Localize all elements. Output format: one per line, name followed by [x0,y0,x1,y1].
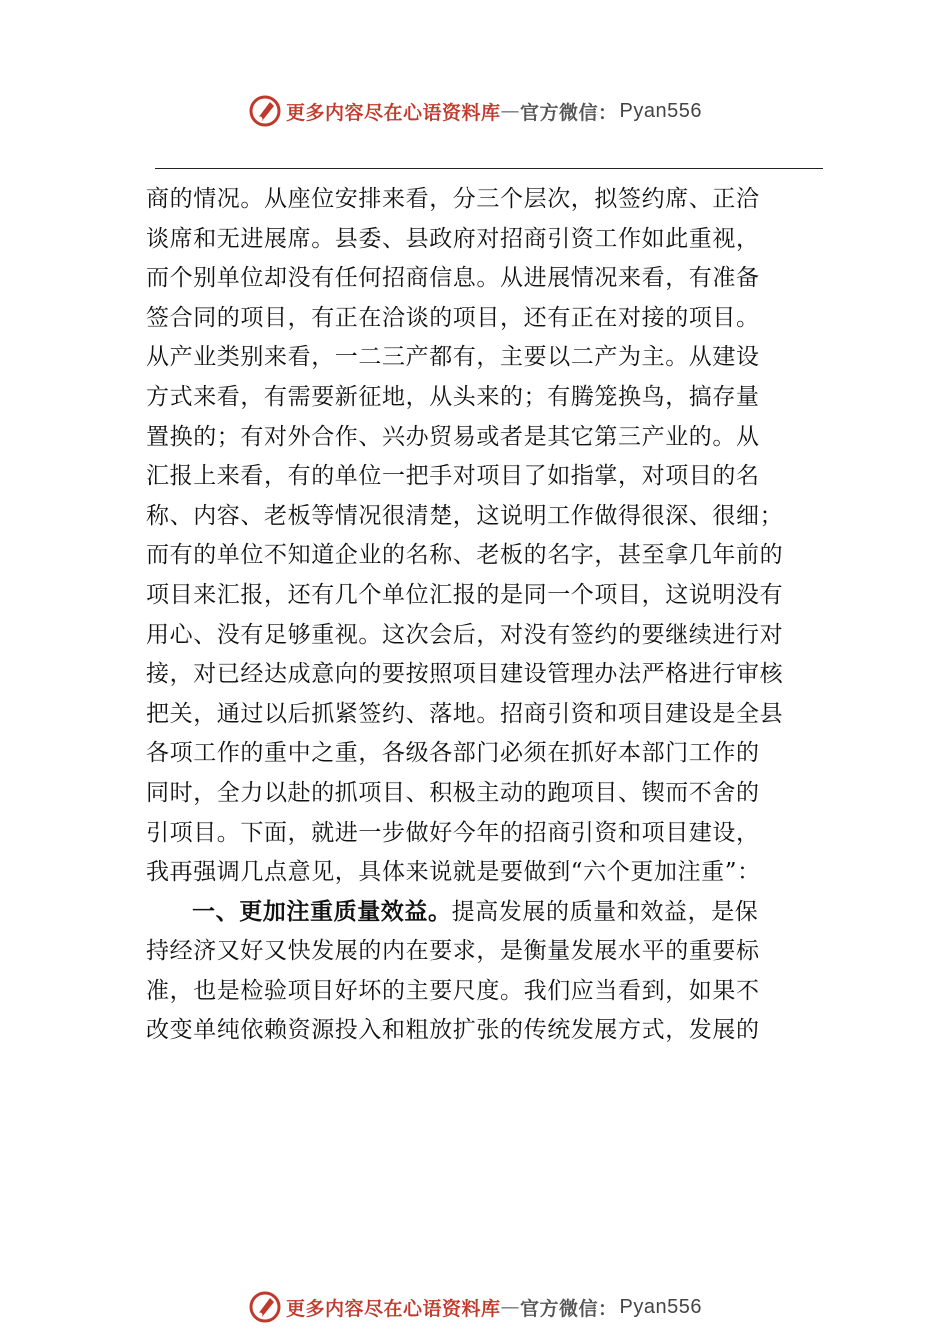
pen-nib-logo-icon [248,94,282,128]
brand-text: 更多内容尽在心语资料库 [286,1297,501,1320]
header-divider [155,168,823,169]
body-line: 各项工作的重中之重，各级各部门必须在抓好本部门工作的 [146,740,760,767]
body-line: 签合同的项目，有正在洽谈的项目，还有正在对接的项目。 [146,304,760,331]
section-first-line-text: 提高发展的质量和效益，是保 [451,898,759,925]
official-wechat-label: 官方微信： [520,1297,618,1320]
section-first-line [146,893,826,933]
wechat-id: Pyan556 [619,1295,702,1318]
wechat-id: Pyan556 [619,99,702,122]
body-line: 持经济又好又快发展的内在要求，是衡量发展水平的重要标 [146,938,760,965]
body-line: 置换的；有对外合作、兴办贸易或者是其它第三产业的。从 [146,423,760,450]
body-line: 准，也是检验项目好坏的主要尺度。我们应当看到，如果不 [146,977,760,1004]
body-line: 而个别单位却没有任何招商信息。从进展情况来看，有准备 [146,265,760,292]
body-line: 谈席和无进展席。县委、县政府对招商引资工作如此重视， [146,225,760,252]
body-line: 把关，通过以后抓紧签约、落地。招商引资和项目建设是全县 [146,700,784,727]
brand-text: 更多内容尽在心语资料库 [286,101,501,124]
document-body [146,180,826,1051]
header-dash: — [500,100,521,122]
body-line: 改变单纯依赖资源投入和粗放扩张的传统发展方式，发展的 [146,1017,760,1044]
body-line: 引项目。下面，就进一步做好今年的招商引资和项目建设， [146,819,760,846]
body-line: 汇报上来看，有的单位一把手对项目了如指掌，对项目的名 [146,463,760,490]
body-line: 我再强调几点意见，具体来说就是要做到“六个更加注重”： [146,859,761,886]
body-line: 用心、没有足够重视。这次会后，对没有签约的要继续进行对 [146,621,784,648]
section-heading: 一、更加注重质量效益。 [192,898,452,925]
body-line: 称、内容、老板等情况很清楚，这说明工作做得很深、很细； [146,502,784,529]
body-line: 项目来汇报，还有几个单位汇报的是同一个项目，这说明没有 [146,581,784,608]
body-line: 商的情况。从座位安排来看，分三个层次，拟签约席、正洽 [146,186,760,212]
page-header [0,94,950,128]
body-line: 从产业类别来看，一二三产都有，主要以二产为主。从建设 [146,344,760,371]
body-line: 接，对已经达成意向的要按照项目建设管理办法严格进行审核 [146,661,784,688]
body-line: 而有的单位不知道企业的名称、老板的名字，甚至拿几年前的 [146,542,784,569]
page-footer [0,1290,950,1324]
body-line: 同时，全力以赴的抓项目、积极主动的跑项目、锲而不舍的 [146,779,760,806]
pen-nib-logo-icon [248,1290,282,1324]
official-wechat-label: 官方微信： [520,101,618,124]
footer-dash: — [500,1296,521,1318]
body-line: 方式来看，有需要新征地，从头来的；有腾笼换鸟，搞存量 [146,383,760,410]
